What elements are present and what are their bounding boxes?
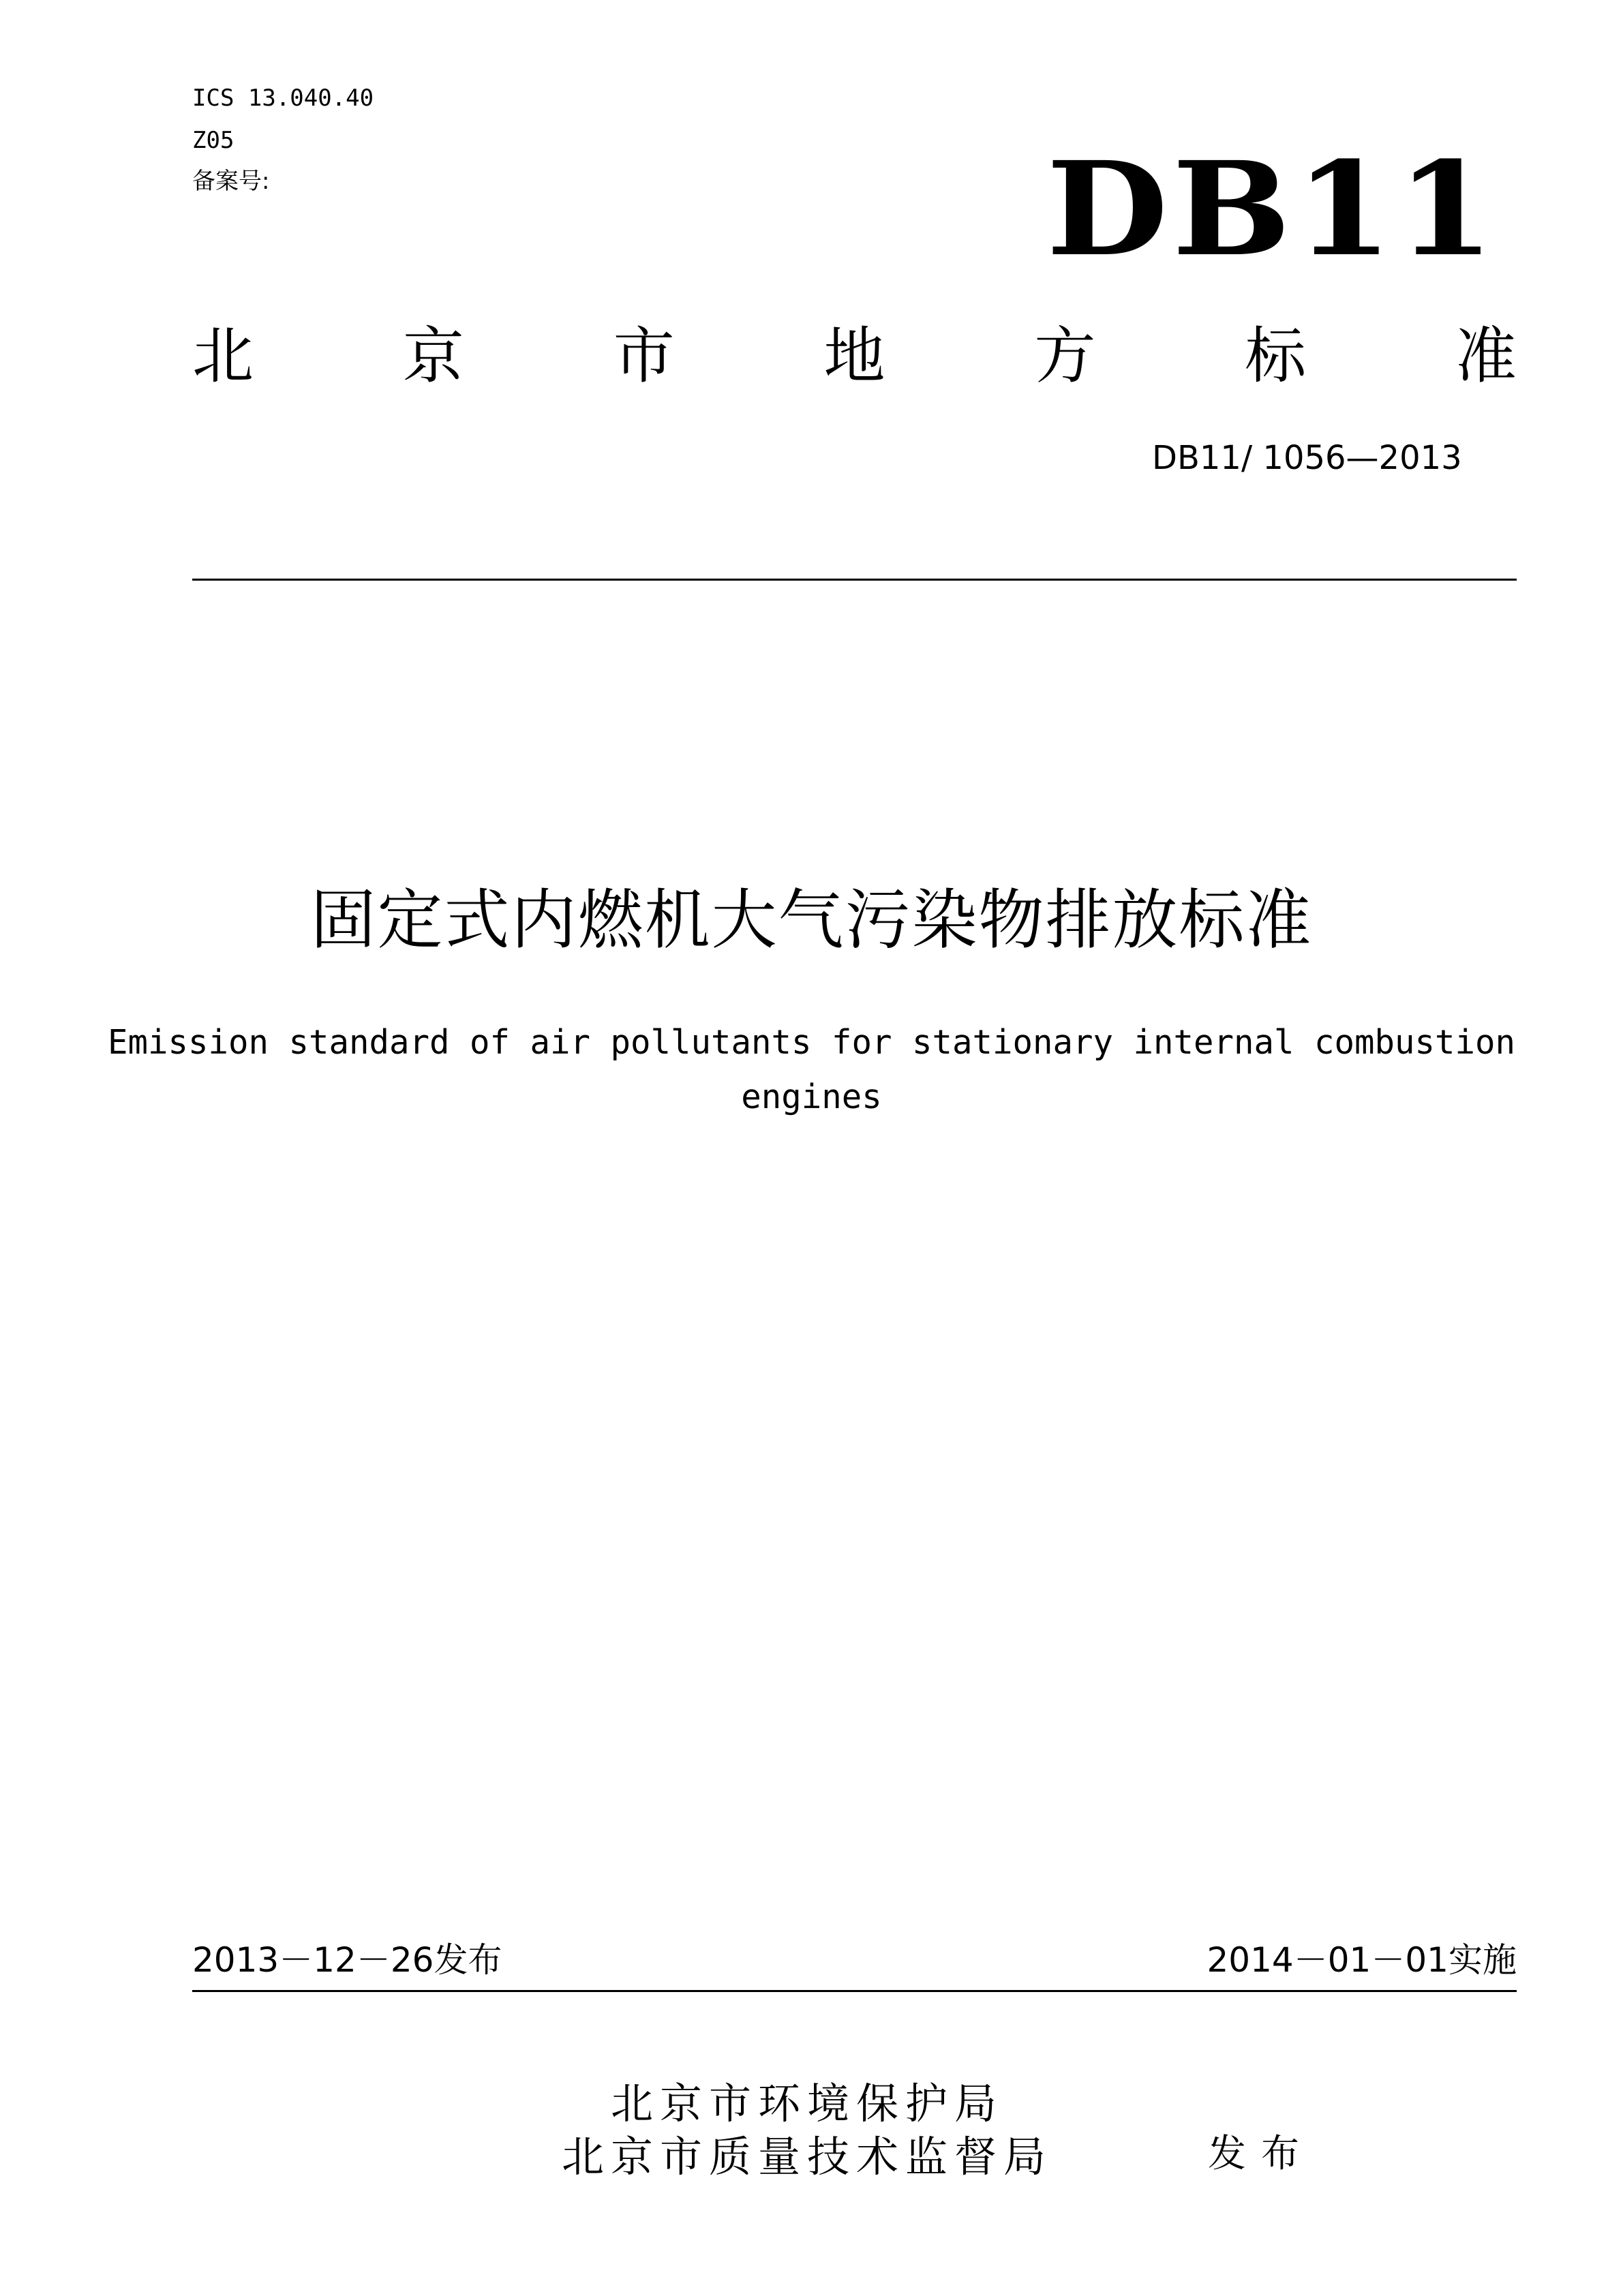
- title-english-line-2: engines: [741, 1077, 882, 1116]
- filing-number-label: 备案号:: [192, 168, 270, 195]
- standard-type-heading: [192, 319, 1517, 394]
- issue-date: 2013－12－26发布: [192, 1940, 502, 1980]
- publisher-environmental-bureau: 北京市环境保护局: [611, 2079, 1004, 2128]
- date-divider: [192, 1990, 1517, 1992]
- classification-code: Z05: [192, 127, 234, 154]
- standard-type-char: 地: [823, 320, 885, 392]
- db11-logo: DB11: [1046, 133, 1499, 286]
- standard-type-char: 标: [1245, 320, 1307, 392]
- standard-code: DB11/ 1056—2013: [1152, 439, 1462, 477]
- implementation-date: 2014－01－01实施: [1207, 1940, 1517, 1980]
- title-english-line-1: Emission standard of air pollutants for stationary internal combustion: [107, 1023, 1516, 1062]
- ics-code: ICS 13.040.40: [192, 85, 374, 112]
- standard-type-char: 市: [613, 320, 675, 392]
- standard-type-char: 准: [1455, 320, 1517, 392]
- title-chinese: 固定式内燃机大气污染物排放标准: [310, 882, 1313, 958]
- standard-type-char: 北: [192, 320, 254, 392]
- header-divider: [192, 579, 1517, 581]
- publish-action-label: 发布: [1208, 2132, 1314, 2176]
- standard-type-char: 方: [1034, 320, 1096, 392]
- standard-type-char: 京: [402, 320, 464, 392]
- publisher-quality-bureau: 北京市质量技术监督局: [562, 2132, 1053, 2182]
